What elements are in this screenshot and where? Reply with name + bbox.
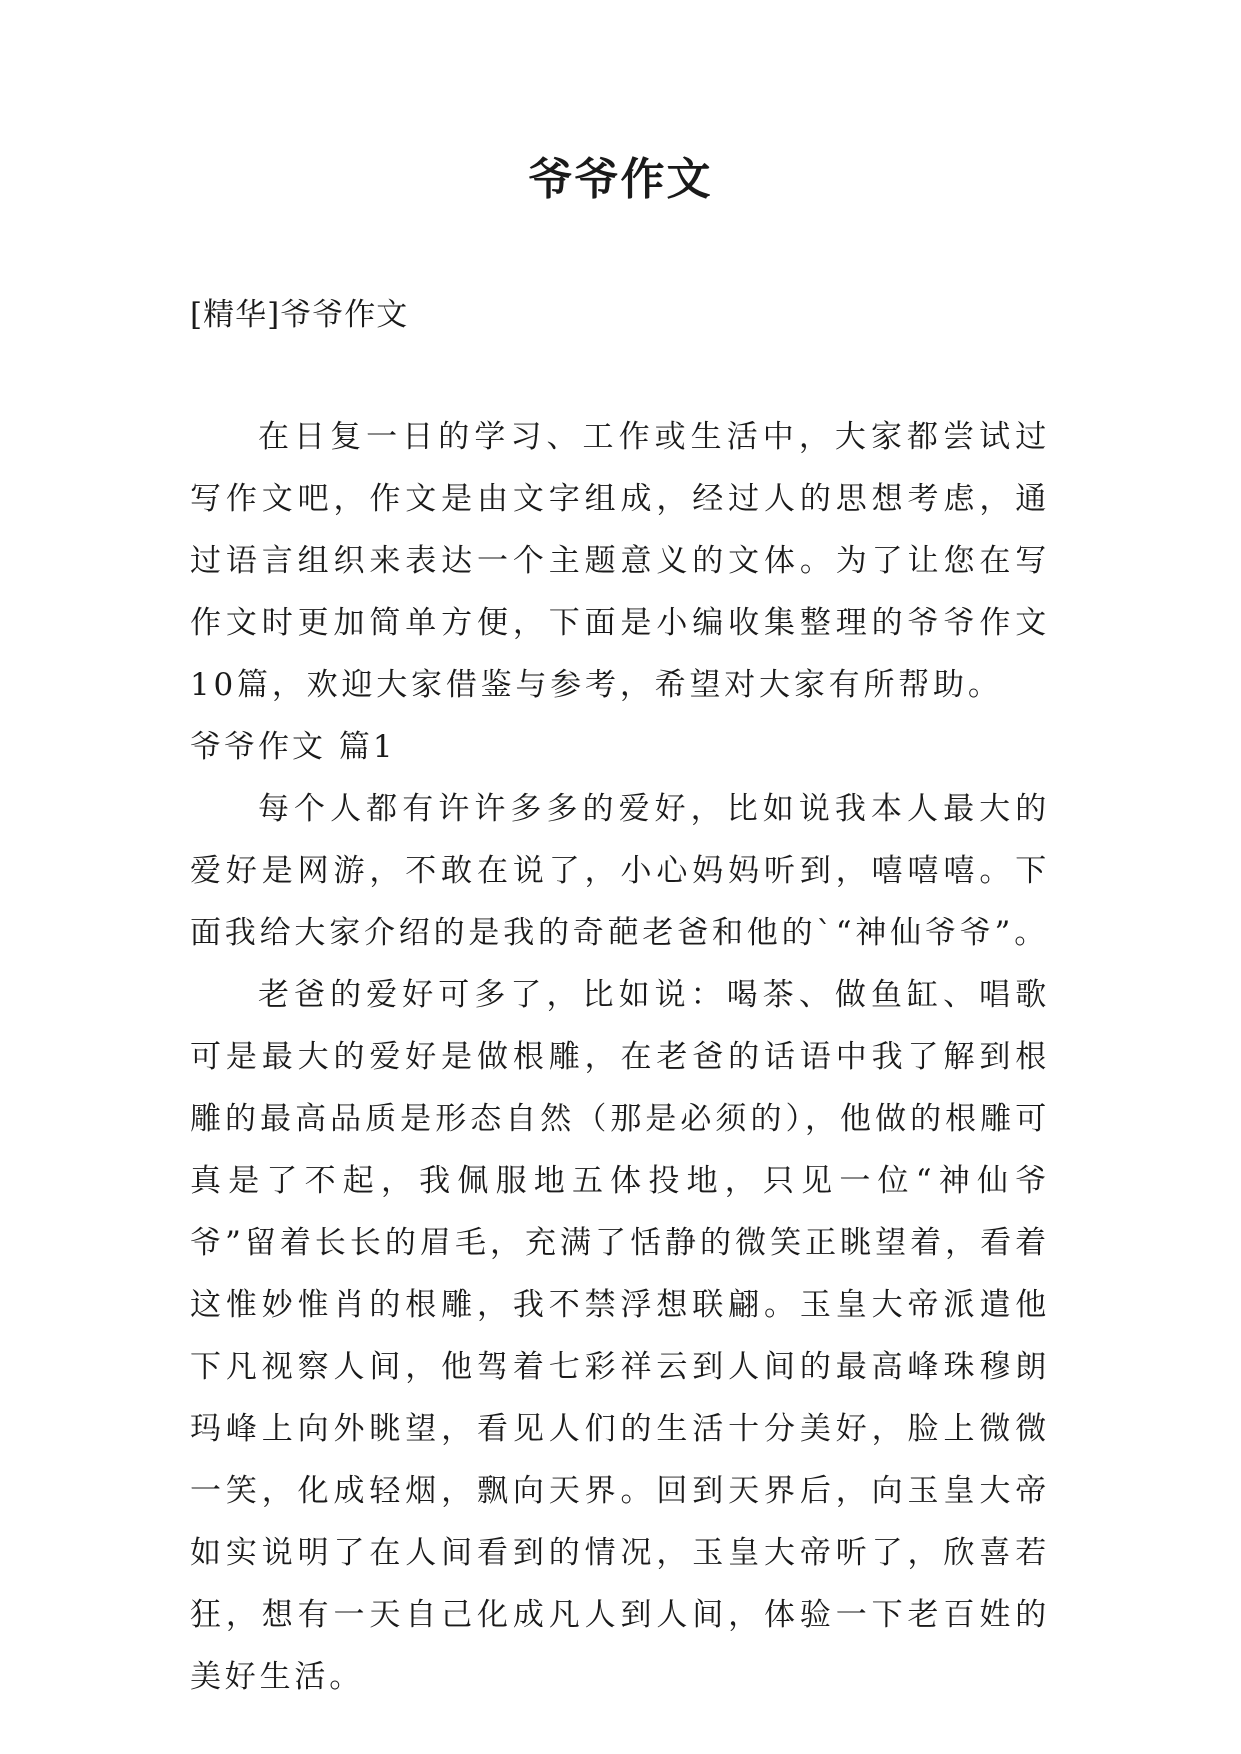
- document-title: 爷爷作文: [528, 154, 713, 205]
- body-paragraph: 每个人都有许许多多的爱好，比如说我本人最大的爱好是网游，不敢在说了，小心妈妈听到，嘻嘻嘻。下面我给大家介绍的是我的奇葩老爸和他的`“神仙爷爷”。: [190, 791, 1050, 951]
- document-body: [190, 406, 1050, 1708]
- intro-paragraph: 在日复一日的学习、工作或生活中，大家都尝试过写作文吧，作文是由文字组成，经过人的思想考虑，通过语言组织来表达一个主题意义的文体。为了让您在写作文时更加简单方便，下面是小编收集整理的爷爷作文10篇，欢迎大家借鉴与参考，希望对大家有所帮助。: [190, 419, 1050, 703]
- document-subtitle: [精华]爷爷作文: [190, 297, 409, 333]
- section-heading: 爷爷作文 篇1: [190, 729, 396, 765]
- body-paragraph: 老爸的爱好可多了，比如说：喝茶、做鱼缸、唱歌可是最大的爱好是做根雕，在老爸的话语中我了解到根雕的最高品质是形态自然（那是必须的），他做的根雕可真是了不起，我佩服地五体投地，只见一位“神仙爷爷”留着长长的眉毛，充满了恬静的微笑正眺望着，看着这惟妙惟肖的根雕，我不禁浮想联翩。玉皇大帝派遣他下凡视察人间，他驾着七彩祥云到人间的最高峰珠穆朗玛峰上向外眺望，看见人们的生活十分美好，脸上微微一笑，化成轻烟，飘向天界。回到天界后，向玉皇大帝如实说明了在人间看到的情况，玉皇大帝听了，欣喜若狂，想有一天自己化成凡人到人间，体验一下老百姓的美好生活。: [190, 977, 1050, 1695]
